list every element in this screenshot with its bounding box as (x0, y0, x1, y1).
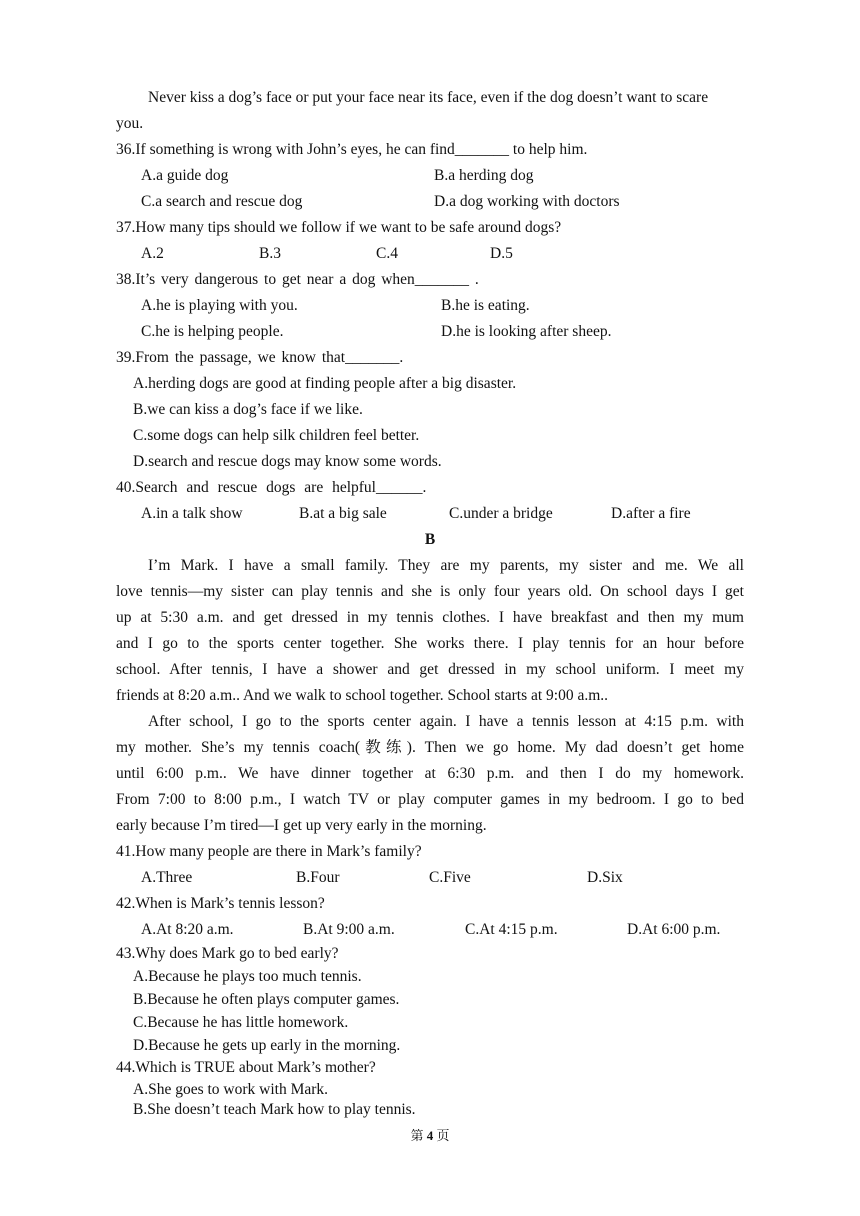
option-37-c: C.4 (376, 245, 398, 262)
question-43: 43.Why does Mark go to bed early? (116, 945, 339, 962)
option-36-c: C.a search and rescue dog (141, 193, 303, 210)
passage-b-line: From 7:00 to 8:00 p.m., I watch TV or play computer games in my bedroom. I go to bed (116, 791, 744, 808)
passage-b-line: up at 5:30 a.m. and get dressed in my tennis clothes. I have breakfast and then my mum (116, 609, 744, 626)
question-41: 41.How many people are there in Mark’s family? (116, 843, 422, 860)
option-42-d: D.At 6:00 p.m. (627, 921, 721, 938)
option-37-a: A.2 (141, 245, 164, 262)
option-41-b: B.Four (296, 869, 340, 886)
option-37-d: D.5 (490, 245, 513, 262)
passage-b-line: I’m Mark. I have a small family. They are my parents, my sister and me. We all (148, 557, 744, 574)
option-44-a: A.She goes to work with Mark. (133, 1081, 329, 1098)
page-suffix: 页 (433, 1128, 450, 1143)
passage-b-line: friends at 8:20 a.m.. And we walk to school together. School starts at 9:00 a.m.. (116, 687, 609, 704)
option-36-a: A.a guide dog (141, 167, 229, 184)
passage-b-line: love tennis—my sister can play tennis and she is only four years old. On school days I get (116, 583, 744, 600)
question-36: 36.If something is wrong with John’s eyes, he can find_______ to help him. (116, 141, 588, 158)
passage-b-line: my mother. She’s my tennis coach(教练). Then we go home. My dad doesn’t get home (116, 739, 744, 756)
question-42: 42.When is Mark’s tennis lesson? (116, 895, 325, 912)
option-43-d: D.Because he gets up early in the morning. (133, 1037, 401, 1054)
passage-a-line: Never kiss a dog’s face or put your face near its face, even if the dog doesn’t want to scare (148, 89, 709, 106)
option-41-c: C.Five (429, 869, 471, 886)
option-39-b: B.we can kiss a dog’s face if we like. (133, 401, 363, 418)
page-number (0, 1126, 860, 1146)
option-40-d: D.after a fire (611, 505, 691, 522)
option-38-a: A.he is playing with you. (141, 297, 298, 314)
page-prefix: 第 (410, 1128, 427, 1143)
page-num: 4 (426, 1128, 434, 1143)
option-38-b: B.he is eating. (441, 297, 530, 314)
question-37: 37.How many tips should we follow if we want to be safe around dogs? (116, 219, 562, 236)
option-40-b: B.at a big sale (299, 505, 387, 522)
option-43-c: C.Because he has little homework. (133, 1014, 349, 1031)
option-43-a: A.Because he plays too much tennis. (133, 968, 362, 985)
option-43-b: B.Because he often plays computer games. (133, 991, 400, 1008)
passage-b-line: After school, I go to the sports center again. I have a tennis lesson at 4:15 p.m. with (148, 713, 744, 730)
option-40-a: A.in a talk show (141, 505, 243, 522)
question-40: 40.Search and rescue dogs are helpful______. (116, 479, 427, 496)
option-39-c: C.some dogs can help silk children feel better. (133, 427, 420, 444)
passage-b-line: until 6:00 p.m.. We have dinner together at 6:30 p.m. and then I do my homework. (116, 765, 744, 782)
passage-b-line: and I go to the sports center together. She works there. I play tennis for an hour before (116, 635, 744, 652)
passage-a-line: you. (116, 115, 144, 132)
option-42-a: A.At 8:20 a.m. (141, 921, 234, 938)
passage-b-line: school. After tennis, I have a shower and get dressed in my school uniform. I meet my (116, 661, 744, 678)
question-38: 38.It’s very dangerous to get near a dog when_______ . (116, 271, 479, 288)
option-37-b: B.3 (259, 245, 281, 262)
option-44-b: B.She doesn’t teach Mark how to play tennis. (133, 1101, 416, 1118)
option-40-c: C.under a bridge (449, 505, 553, 522)
question-44: 44.Which is TRUE about Mark’s mother? (116, 1059, 376, 1076)
option-41-a: A.Three (141, 869, 193, 886)
option-41-d: D.Six (587, 869, 623, 886)
option-42-c: C.At 4:15 p.m. (465, 921, 558, 938)
option-36-d: D.a dog working with doctors (434, 193, 620, 210)
question-39: 39.From the passage, we know that_______. (116, 349, 404, 366)
passage-b-line: early because I’m tired—I get up very early in the morning. (116, 817, 487, 834)
option-38-d: D.he is looking after sheep. (441, 323, 612, 340)
option-39-a: A.herding dogs are good at finding people after a big disaster. (133, 375, 517, 392)
option-36-b: B.a herding dog (434, 167, 534, 184)
option-42-b: B.At 9:00 a.m. (303, 921, 395, 938)
option-38-c: C.he is helping people. (141, 323, 284, 340)
section-b-title: B (424, 531, 436, 548)
option-39-d: D.search and rescue dogs may know some words. (133, 453, 442, 470)
